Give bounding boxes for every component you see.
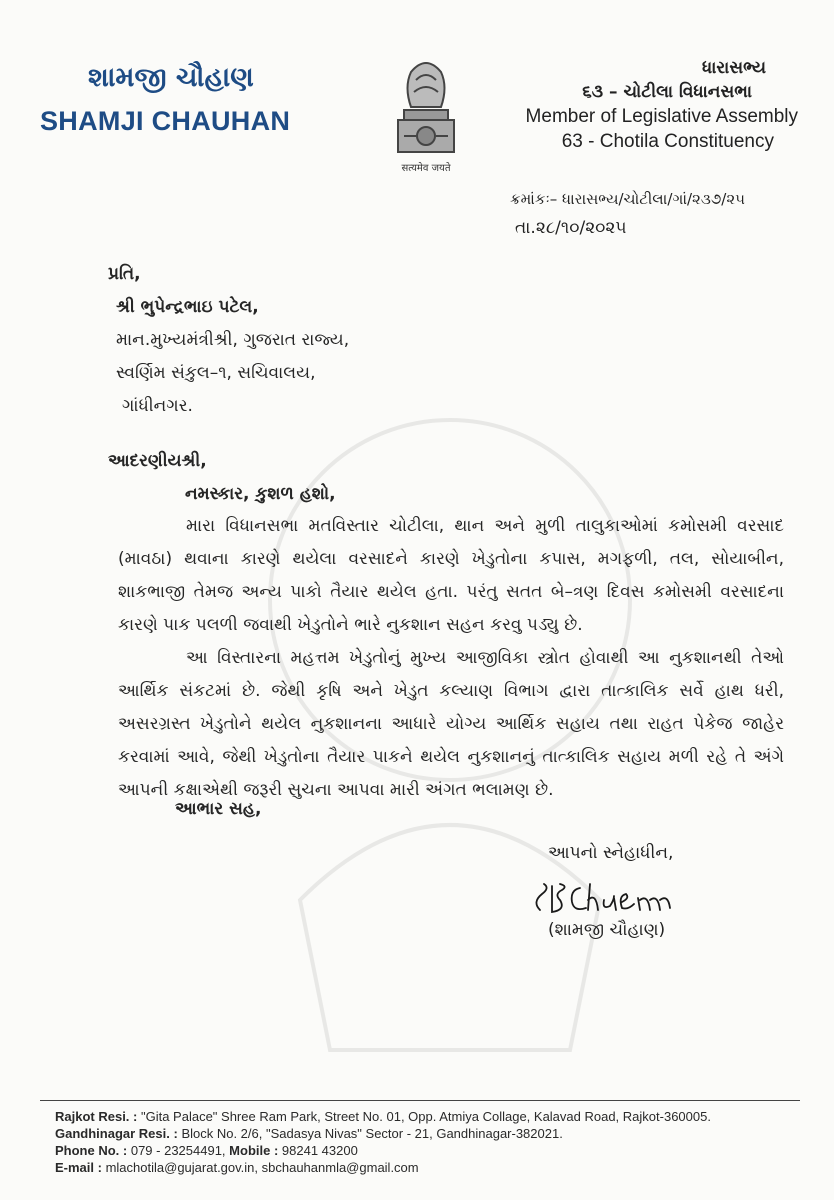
recipient-designation: માન.મુખ્યમંત્રીશ્રી, ગુજરાત રાજ્ય, [116, 330, 350, 350]
phone-number: 079 - 23254491, [130, 1143, 226, 1158]
sign-off: આપનો સ્નેહાધીન, [548, 843, 674, 863]
mobile-number: 98241 43200 [281, 1143, 358, 1158]
email-label: E-mail : [55, 1160, 102, 1175]
gandhinagar-label: Gandhinagar Resi. : [55, 1126, 178, 1141]
email-addresses: mlachotila@gujarat.gov.in, sbchauhanmla@gmail.com [105, 1160, 419, 1175]
closing: આભાર સહ, [175, 799, 262, 819]
paragraph: આ વિસ્તારના મહત્તમ ખેડુતોનું મુખ્ય આજીવિકા સ્ત્રોત હોવાથી આ નુકશાનથી તેઓ આર્થિક સંકટમાં છે. જેથી કૃષિ અને ખેડુત કલ્યાણ વિભાગ દ્વારા તાત્કાલિક સર્વે હાથ ધરી, અસરગ્રસ્ત ખેડુતોને થયેલ નુકશાનના આધારે યોગ્ય આર્થિક સહાય તથા રાહત પેકેજ જાહેર કરવામાં આવે, જેથી ખેડુતોના તૈયાર પાકને થયેલ નુકશાનનું તાત્કાલિક સહાય મળી રહે તે અંગે આપની કક્ષાએથી જરૂરી સુચના આપવા મારી અંગત ભલામણ છે. [118, 648, 784, 800]
signatory-name: (શામજી ચૌહાણ) [548, 920, 666, 940]
recipient-address [108, 258, 349, 423]
title-gujarati: ધારાસભ્ય [702, 58, 766, 78]
mobile-label: Mobile : [229, 1143, 279, 1158]
recipient-name: શ્રી ભુપેન્દ્રભાઇ પટેલ, [116, 297, 259, 317]
salutation: આદરણીયશ્રી, [108, 451, 207, 471]
emblem-motto: सत्यमेव जयते [401, 163, 451, 174]
letterhead-name-english: SHAMJI CHAUHAN [40, 106, 291, 136]
gandhinagar-address: Block No. 2/6, "Sadasya Nivas" Sector - 21, Gandhinagar-382021. [181, 1126, 563, 1141]
title-english: Member of Legislative Assembly [525, 106, 798, 127]
greeting: નમસ્કાર, કુશળ હશો, [185, 484, 336, 504]
letter-date: તા.૨૮/૧૦/૨૦૨૫ [515, 218, 627, 238]
footer-contact [55, 1108, 711, 1176]
reference-number: ક્રમાંકઃ– ધારાસભ્ય/ચોટીલા/ગાં/૨૩૭/૨૫ [510, 190, 745, 208]
footer-divider [40, 1100, 800, 1101]
rajkot-address: "Gita Palace" Shree Ram Park, Street No. 01, Opp. Atmiya Collage, Kalavad Road, Rajkot-360005. [140, 1109, 711, 1124]
constituency-english: 63 - Chotila Constituency [561, 131, 774, 152]
recipient-prefix: પ્રતિ, [108, 264, 141, 284]
letterhead-name-gujarati: શામજી ચૌહાણ [88, 62, 254, 93]
phone-label: Phone No. : [55, 1143, 128, 1158]
recipient-office: સ્વર્ણિમ સંકુલ–૧, સચિવાલય, [116, 363, 316, 383]
letter-body [118, 510, 784, 807]
constituency-gujarati: ૬૩ – ચોટીલા વિધાનસભા [582, 82, 752, 102]
national-emblem-icon [386, 52, 466, 177]
rajkot-label: Rajkot Resi. : [55, 1109, 138, 1124]
recipient-city: ગાંધીનગર. [122, 396, 193, 416]
paragraph: મારા વિધાનસભા મતવિસ્તાર ચોટીલા, થાન અને મુળી તાલુકાઓમાં કમોસમી વરસાદ (માવઠા) થવાના કારણે થયેલા વરસાદને કારણે ખેડુતોના કપાસ, મગફળી, તલ, સોયાબીન, શાકભાજી તેમજ અન્ય પાકો તૈયાર થયેલ હતા. પરંતુ સતત બે–ત્રણ દિવસ કમોસમી વરસાદના કારણે પાક પલળી જવાથી ખેડુતોને ભારે નુકશાન સહન કરવુ પડ્યુ છે. [118, 516, 784, 635]
handwritten-signature [530, 880, 710, 920]
